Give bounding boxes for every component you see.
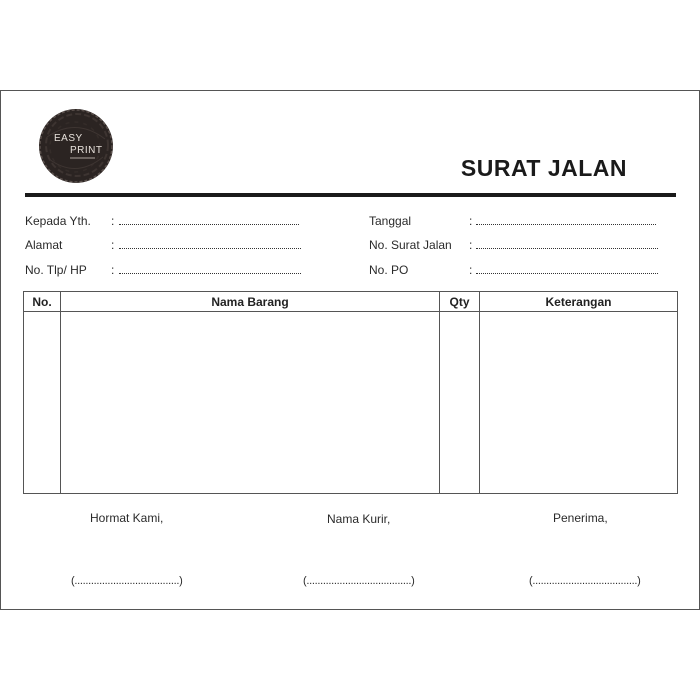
items-table	[23, 291, 678, 494]
document-title: SURAT JALAN	[460, 155, 627, 181]
cell-keterangan[interactable]	[480, 312, 678, 494]
signature-label-penerima: Penerima,	[553, 511, 608, 525]
no-po-input-line[interactable]	[476, 273, 658, 274]
field-label: No. Tlp/ HP	[25, 263, 87, 277]
column-header-no: No.	[24, 292, 61, 312]
header-divider	[25, 193, 676, 197]
easy-print-logo	[37, 107, 115, 185]
cell-qty[interactable]	[440, 312, 480, 494]
alamat-input-line[interactable]	[119, 248, 301, 249]
field-label: Alamat	[25, 238, 63, 252]
column-header-keterangan: Keterangan	[480, 292, 678, 312]
signature-label-hormat-kami: Hormat Kami,	[90, 511, 164, 525]
field-label: No. Surat Jalan	[369, 238, 452, 252]
signature-line-hormat-kami[interactable]: (......................................)	[71, 575, 183, 587]
signature-line-nama-kurir[interactable]: (......................................)	[303, 575, 415, 587]
logo-text-print: PRINT	[70, 145, 103, 156]
logo-text-easy: EASY	[54, 133, 83, 144]
telepon-input-line[interactable]	[119, 273, 301, 274]
signature-line-penerima[interactable]: (......................................)	[529, 575, 641, 587]
field-label: No. PO	[369, 263, 409, 277]
table-header-row	[24, 292, 678, 312]
table-row	[24, 312, 678, 494]
kepada-input-line[interactable]	[119, 224, 299, 225]
cell-no[interactable]	[24, 312, 61, 494]
field-label: Tanggal	[369, 214, 412, 228]
column-header-nama-barang: Nama Barang	[61, 292, 440, 312]
cell-nama-barang[interactable]	[61, 312, 440, 494]
tanggal-input-line[interactable]	[476, 224, 656, 225]
signature-label-nama-kurir: Nama Kurir,	[327, 512, 391, 526]
column-header-qty: Qty	[440, 292, 480, 312]
field-label: Kepada Yth.	[25, 214, 91, 228]
no-surat-jalan-input-line[interactable]	[476, 248, 658, 249]
delivery-note-form: EASY PRINT SURAT JALAN Kepada Yth. : Alamat : No. Tlp/ HP : Tanggal : No. Surat Jalan : No. PO : No. Nama Barang Qty Keterangan Hormat Kami, Nama Kurir, Penerima, (......................................) (......................................) (......................................)	[0, 90, 700, 610]
